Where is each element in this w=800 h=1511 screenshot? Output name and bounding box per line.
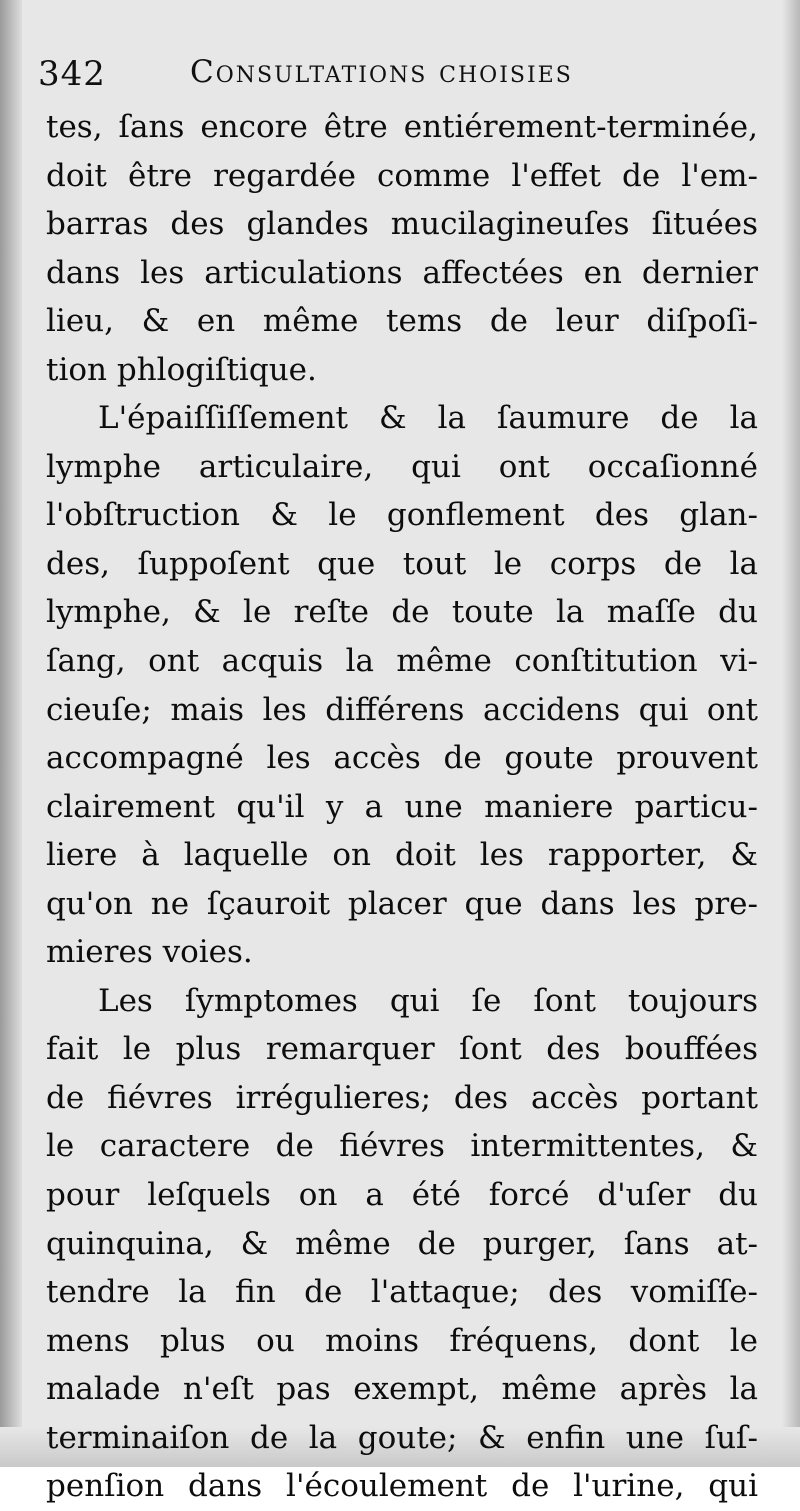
text-line: barras des glandes mucilagineuſes ſituées (46, 206, 758, 243)
text-line: liere à laquelle on doit les rapporter, & (46, 837, 758, 874)
text-line: mens plus ou moins fréquens, dont le (46, 1322, 758, 1359)
text-line: l'obſtruction & le gonflement des glan- (46, 497, 758, 534)
page-number: 342 (38, 54, 106, 94)
text-line: pour leſquels on a été forcé d'uſer du (46, 1177, 758, 1214)
text-line: qu'on ne ſçauroit placer que dans les pre- (46, 885, 758, 922)
text-line: Les ſymptomes qui ſe ſont toujours (98, 982, 758, 1019)
text-line: lieu, & en même tems de leur diſpoſi- (46, 303, 758, 340)
text-line: dans les articulations affectées en dernier (46, 254, 758, 291)
text-line: mieres voies. (46, 934, 253, 971)
text-line: accompagné les accès de goute prouvent (46, 740, 758, 777)
text-line: le caractere de fiévres intermittentes, & (46, 1128, 758, 1165)
text-line: fait le plus remarquer ſont des bouffées (46, 1031, 758, 1068)
text-line: penſion dans l'écoulement de l'urine, qui (46, 1468, 758, 1505)
text-line: de fiévres irrégulieres; des accès portant (46, 1079, 758, 1116)
body-text (46, 103, 758, 1511)
text-line: L'épaiſſiſſement & la ſaumure de la (98, 400, 758, 437)
text-line: lymphe, & le reſte de toute la maſſe du (46, 594, 758, 631)
text-line: malade n'eſt pas exempt, même après la (46, 1371, 758, 1408)
text-line: cieuſe; mais les différens accidens qui ont (46, 691, 758, 728)
page-left-edge-shadow (0, 0, 22, 1467)
text-line: quinquina, & même de purger, ſans at- (46, 1225, 758, 1262)
page-header (38, 52, 758, 98)
page-right-edge-shadow (782, 0, 800, 1467)
text-line: tendre la fin de l'attaque; des vomiſſe- (46, 1274, 758, 1311)
text-line: lymphe articulaire, qui ont occaſionné (46, 448, 758, 485)
text-line: tes, ſans encore être entiérement-terminée, (46, 109, 758, 145)
text-line: des, ſuppoſent que tout le corps de la (46, 545, 758, 582)
running-head: Consultations choisies (190, 54, 573, 90)
text-line: tion phlogiſtique. (46, 351, 317, 388)
text-line: doit être regardée comme l'effet de l'em- (46, 157, 758, 194)
text-line: ſang, ont acquis la même conſtitution vi- (46, 643, 758, 680)
text-line: terminaiſon de la goute; & enfin une ſuſ- (46, 1419, 758, 1456)
text-line: clairement qu'il y a une maniere particu- (46, 788, 758, 825)
